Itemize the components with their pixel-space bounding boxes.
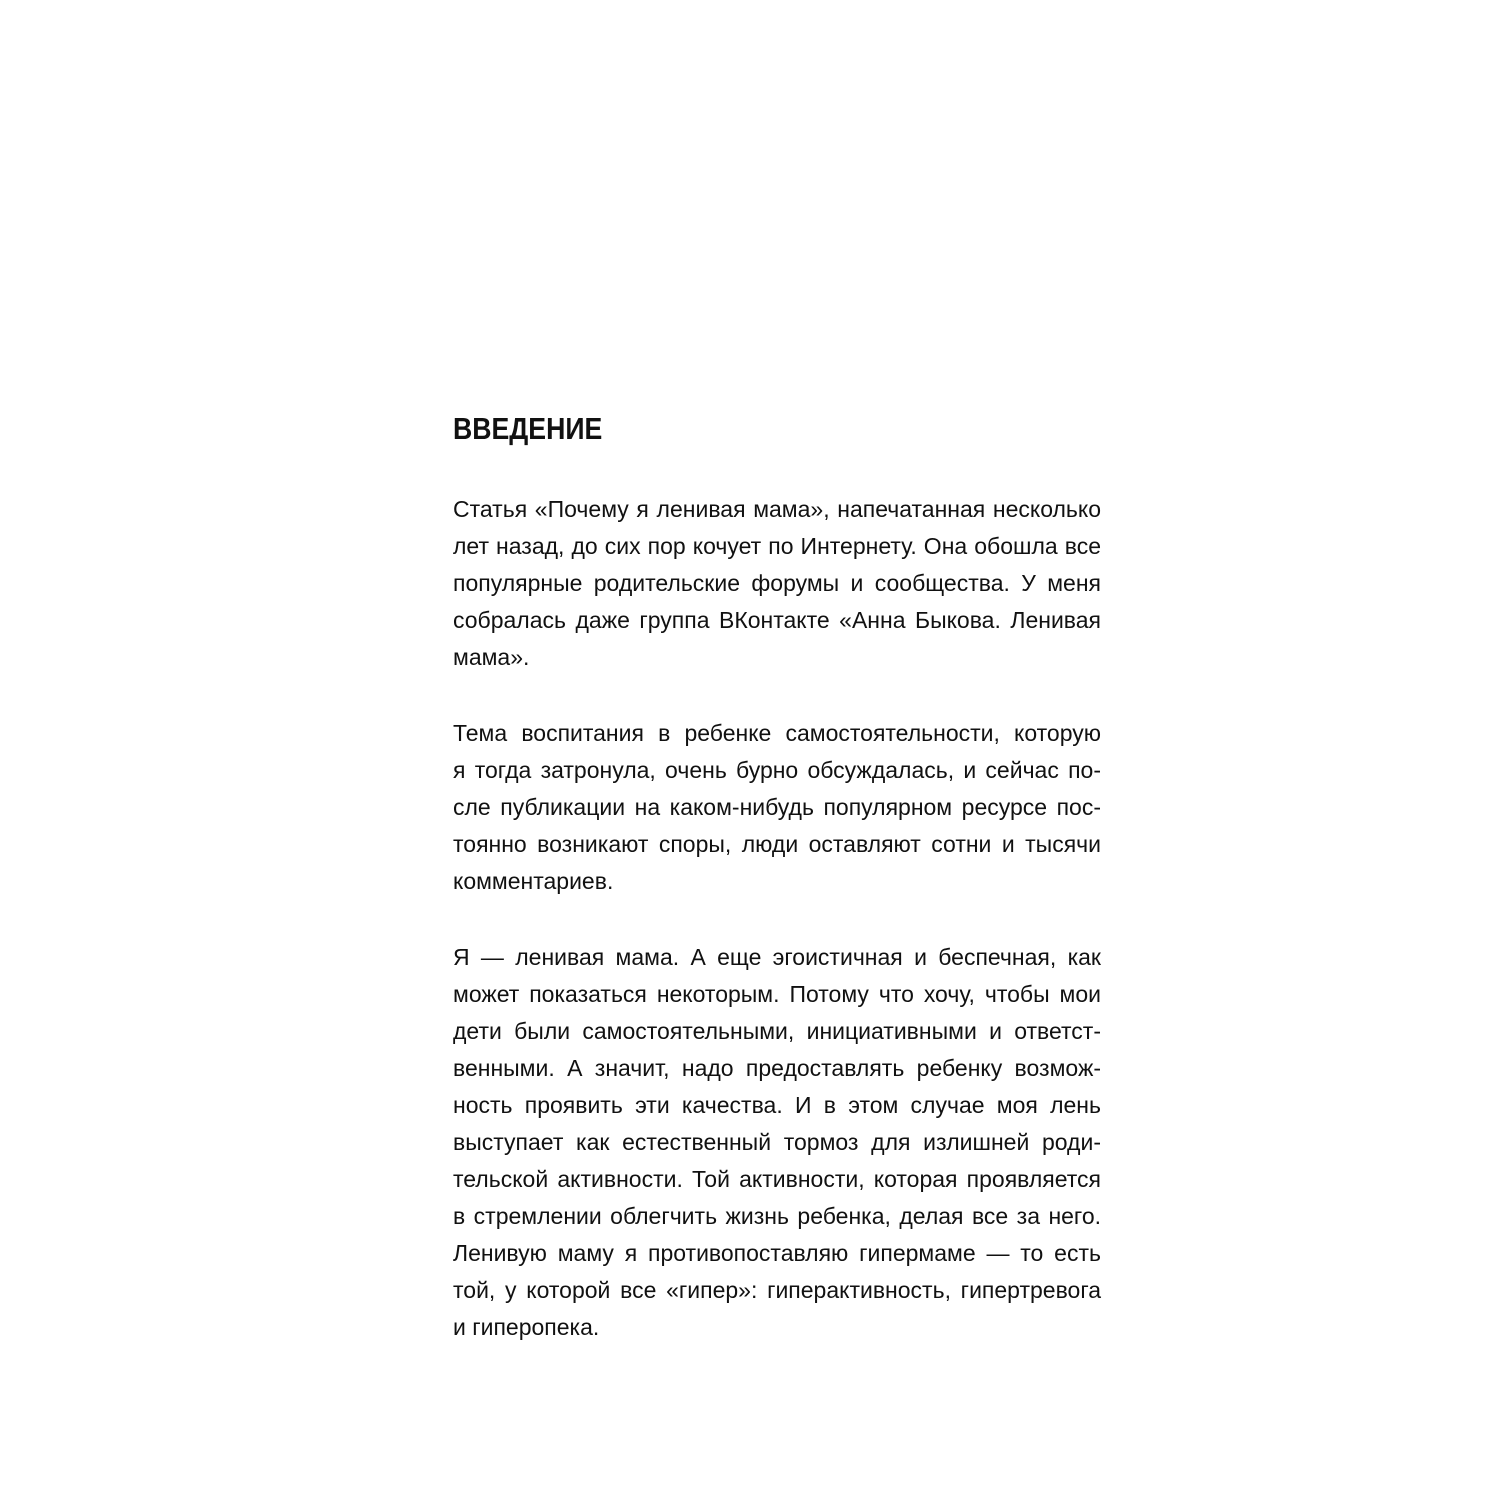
text-line: выступает как естественный тормоз для излишней роди- [453,1129,1101,1155]
chapter-heading: ВВЕДЕНИЕ [453,411,603,446]
text-line: дети были самостоятельными, инициативными и ответст- [453,1018,1101,1044]
text-line: я тогда затронула, очень бурно обсуждалась, и сейчас по- [453,757,1101,783]
text-line: комментариев. [453,868,614,894]
text-line: популярные родительские форумы и сообщества. У меня [453,570,1101,596]
text-line: в стремлении облегчить жизнь ребенка, делая все за него. [453,1203,1101,1229]
text-line: может показаться некоторым. Потому что хочу, чтобы мои [453,981,1101,1007]
text-line: сле публикации на каком-нибудь популярном ресурсе пос- [453,794,1101,820]
paragraph-3 [453,939,1101,1346]
text-line: тоянно возникают споры, люди оставляют сотни и тысячи [453,831,1101,857]
text-line: собралась даже группа ВКонтакте «Анна Быкова. Ленивая [453,607,1101,633]
text-line: мама». [453,644,530,670]
text-line: той, у которой все «гипер»: гиперактивность, гипертревога [453,1277,1101,1303]
text-line: венными. А значит, надо предоставлять ребенку возмож- [453,1055,1101,1081]
paragraph-1 [453,491,1101,676]
page-content [453,407,1101,1346]
text-line: ность проявить эти качества. И в этом случае моя лень [453,1092,1101,1118]
text-line: Ленивую маму я противопоставляю гипермаме — то есть [453,1240,1101,1266]
paragraph-2 [453,715,1101,900]
text-line: и гиперопека. [453,1314,600,1340]
text-line: Я — ленивая мама. А еще эгоистичная и беспечная, как [453,944,1101,970]
text-line: Тема воспитания в ребенке самостоятельности, которую [453,720,1101,746]
text-line: лет назад, до сих пор кочует по Интернету. Она обошла все [453,533,1101,559]
text-line: тельской активности. Той активности, которая проявляется [453,1166,1101,1192]
text-line: Статья «Почему я ленивая мама», напечатанная несколько [453,496,1101,522]
